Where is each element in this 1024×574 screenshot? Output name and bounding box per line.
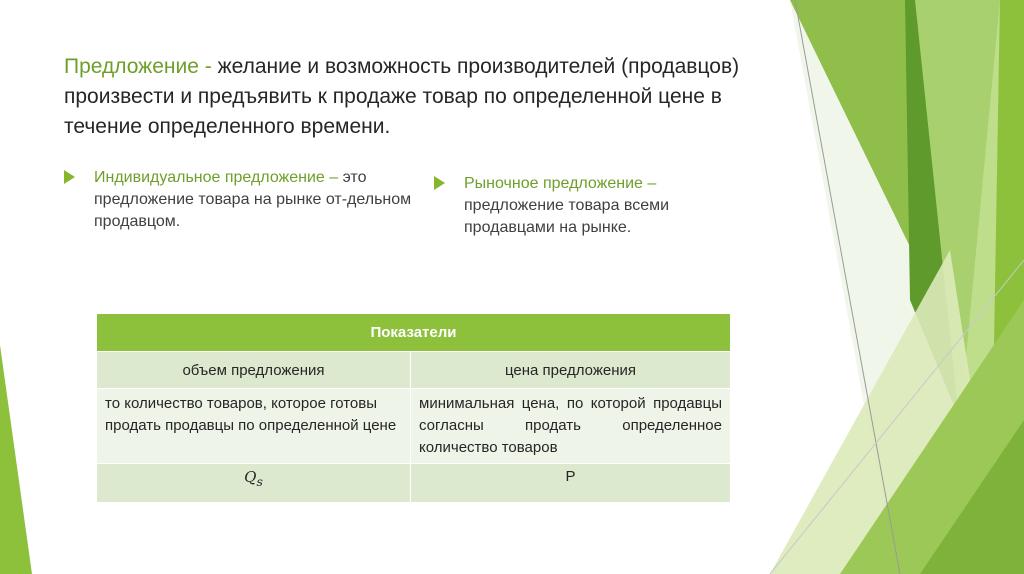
title-term: Предложение -: [64, 55, 212, 78]
table-row: [97, 464, 731, 503]
definition-supply-price: минимальная цена, по которой продавцы согласны продать определенное количество товаров: [411, 389, 731, 464]
bullet-term: Индивидуальное предложение –: [94, 169, 339, 186]
symbol-qs-subscript: s: [256, 474, 263, 489]
indicators-table: [96, 313, 731, 503]
left-edge-triangle: [0, 345, 32, 574]
bullet-text: предложение товара всеми продавцами на рынке.: [464, 197, 670, 236]
symbol-qs: [97, 464, 411, 503]
symbol-p: P: [411, 464, 731, 503]
bullet-term: Рыночное предложение –: [464, 175, 657, 192]
table-header: Показатели: [97, 314, 731, 352]
bullet-arrow-icon: [64, 170, 75, 184]
slide-title: [64, 52, 744, 142]
bullet-text: это предложение товара на рынке от-дельном продавцом.: [94, 169, 412, 230]
table-row: [97, 389, 731, 464]
bullet-individual-supply: [94, 167, 414, 233]
table-columns-row: [97, 352, 731, 389]
symbol-qs-text: $Q_s$: [244, 468, 263, 489]
column-supply-price: цена предложения: [411, 352, 731, 389]
table-header-row: [97, 314, 731, 352]
column-supply-volume: объем предложения: [97, 352, 411, 389]
bullet-arrow-icon: [434, 176, 445, 190]
bullet-market-supply: [464, 173, 734, 239]
title-text: желание и возможность производителей (продавцов) произвести и предъявить к продаже товар по определенной цене в течение определенного времени.: [64, 55, 740, 138]
definition-supply-volume: то количество товаров, которое готовы продать продавцы по определенной цене: [97, 389, 411, 464]
